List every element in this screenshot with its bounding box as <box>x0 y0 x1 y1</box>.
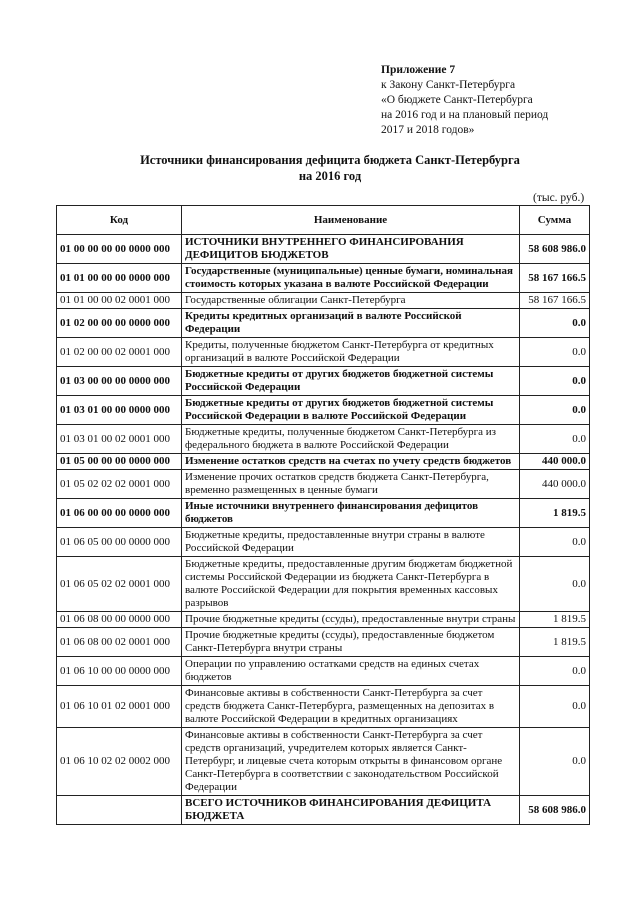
document-title <box>60 152 600 184</box>
cell-code: 01 06 08 00 00 0000 000 <box>57 612 182 628</box>
cell-code: 01 02 00 00 00 0000 000 <box>57 309 182 338</box>
appendix-number: Приложение 7 <box>381 64 456 76</box>
cell-code: 01 06 10 02 02 0002 000 <box>57 728 182 796</box>
cell-code: 01 06 10 01 02 0001 000 <box>57 686 182 728</box>
table-row <box>57 628 590 657</box>
table-row <box>57 454 590 470</box>
table-row <box>57 309 590 338</box>
table-row <box>57 470 590 499</box>
table-row <box>57 528 590 557</box>
appendix-line-3: «О бюджете Санкт-Петербурга <box>381 94 533 106</box>
cell-code: 01 06 00 00 00 0000 000 <box>57 499 182 528</box>
cell-code: 01 05 02 02 02 0001 000 <box>57 470 182 499</box>
cell-code: 01 01 00 00 00 0000 000 <box>57 264 182 293</box>
table-body <box>57 235 590 825</box>
cell-name: Бюджетные кредиты, предоставленные другим бюджетам бюджетной системы Российской Федерации из бюджета Санкт-Петербурга в валюте Российской Федерации для покрытия временных кассовых разрывов <box>182 557 520 612</box>
cell-name: Операции по управлению остатками средств на единых счетах бюджетов <box>182 657 520 686</box>
cell-sum: 58 608 986.0 <box>520 796 590 825</box>
cell-code: 01 02 00 00 02 0001 000 <box>57 338 182 367</box>
table-row <box>57 796 590 825</box>
cell-sum: 0.0 <box>520 338 590 367</box>
cell-code: 01 06 08 00 02 0001 000 <box>57 628 182 657</box>
cell-sum: 1 819.5 <box>520 612 590 628</box>
header-sum: Сумма <box>520 206 590 235</box>
table-row <box>57 686 590 728</box>
cell-name: ИСТОЧНИКИ ВНУТРЕННЕГО ФИНАНСИРОВАНИЯ ДЕФИЦИТОВ БЮДЖЕТОВ <box>182 235 520 264</box>
cell-sum: 58 167 166.5 <box>520 264 590 293</box>
cell-sum: 1 819.5 <box>520 499 590 528</box>
cell-name: Финансовые активы в собственности Санкт-Петербурга за счет средств бюджета Санкт-Петербурга, размещенных на депозитах в валюте Российской Федерации в кредитных организациях <box>182 686 520 728</box>
table-row <box>57 612 590 628</box>
cell-code: 01 06 05 00 00 0000 000 <box>57 528 182 557</box>
cell-name: ВСЕГО ИСТОЧНИКОВ ФИНАНСИРОВАНИЯ ДЕФИЦИТА БЮДЖЕТА <box>182 796 520 825</box>
cell-name: Государственные (муниципальные) ценные бумаги, номинальная стоимость которых указана в валюте Российской Федерации <box>182 264 520 293</box>
cell-sum: 0.0 <box>520 367 590 396</box>
cell-sum: 440 000.0 <box>520 454 590 470</box>
cell-code: 01 06 05 02 02 0001 000 <box>57 557 182 612</box>
cell-code: 01 03 01 00 00 0000 000 <box>57 396 182 425</box>
cell-name: Финансовые активы в собственности Санкт-Петербурга за счет средств организаций, учредителем которых является Санкт-Петербург, и лицевые счета которым открыты в финансовом органе Санкт-Петербурга в соответствии с законодательством Российской Федерации <box>182 728 520 796</box>
cell-sum: 0.0 <box>520 309 590 338</box>
table-row <box>57 557 590 612</box>
cell-name: Иные источники внутреннего финансирования дефицитов бюджетов <box>182 499 520 528</box>
cell-name: Бюджетные кредиты, предоставленные внутри страны в валюте Российской Федерации <box>182 528 520 557</box>
cell-code: 01 01 00 00 02 0001 000 <box>57 293 182 309</box>
table-row <box>57 235 590 264</box>
table-row <box>57 425 590 454</box>
cell-sum: 0.0 <box>520 396 590 425</box>
table-row <box>57 396 590 425</box>
cell-name: Государственные облигации Санкт-Петербурга <box>182 293 520 309</box>
cell-name: Кредиты, полученные бюджетом Санкт-Петербурга от кредитных организаций в валюте Российской Федерации <box>182 338 520 367</box>
header-code: Код <box>57 206 182 235</box>
cell-sum: 0.0 <box>520 557 590 612</box>
title-line-1: Источники финансирования дефицита бюджета Санкт-Петербурга <box>140 153 520 167</box>
table-row <box>57 264 590 293</box>
cell-code: 01 00 00 00 00 0000 000 <box>57 235 182 264</box>
cell-sum: 0.0 <box>520 425 590 454</box>
cell-name: Прочие бюджетные кредиты (ссуды), предоставленные внутри страны <box>182 612 520 628</box>
cell-sum: 0.0 <box>520 528 590 557</box>
cell-code: 01 03 00 00 00 0000 000 <box>57 367 182 396</box>
table-row <box>57 293 590 309</box>
cell-sum: 0.0 <box>520 728 590 796</box>
cell-sum: 58 608 986.0 <box>520 235 590 264</box>
cell-code: 01 03 01 00 02 0001 000 <box>57 425 182 454</box>
appendix-line-5: 2017 и 2018 годов» <box>381 124 475 136</box>
cell-code: 01 06 10 00 00 0000 000 <box>57 657 182 686</box>
title-line-2: на 2016 год <box>298 169 362 183</box>
table-row <box>57 657 590 686</box>
cell-name: Кредиты кредитных организаций в валюте Российской Федерации <box>182 309 520 338</box>
cell-sum: 440 000.0 <box>520 470 590 499</box>
table-row <box>57 728 590 796</box>
cell-code <box>57 796 182 825</box>
header-name: Наименование <box>182 206 520 235</box>
cell-code: 01 05 00 00 00 0000 000 <box>57 454 182 470</box>
cell-sum: 0.0 <box>520 657 590 686</box>
cell-name: Бюджетные кредиты от других бюджетов бюджетной системы Российской Федерации в валюте Российской Федерации <box>182 396 520 425</box>
table-header-row <box>57 206 590 235</box>
table-row <box>57 338 590 367</box>
cell-sum: 0.0 <box>520 686 590 728</box>
cell-name: Бюджетные кредиты, полученные бюджетом Санкт-Петербурга из федерального бюджета в валюте Российской Федерации <box>182 425 520 454</box>
financing-table <box>56 205 590 825</box>
cell-sum: 58 167 166.5 <box>520 293 590 309</box>
unit-label: (тыс. руб.) <box>533 192 585 204</box>
appendix-line-4: на 2016 год и на плановый период <box>381 109 549 121</box>
cell-name: Изменение прочих остатков средств бюджета Санкт-Петербурга, временно размещенных в ценные бумаги <box>182 470 520 499</box>
table-row <box>57 499 590 528</box>
cell-name: Изменение остатков средств на счетах по учету средств бюджетов <box>182 454 520 470</box>
appendix-line-2: к Закону Санкт-Петербурга <box>381 79 516 91</box>
cell-name: Бюджетные кредиты от других бюджетов бюджетной системы Российской Федерации <box>182 367 520 396</box>
cell-sum: 1 819.5 <box>520 628 590 657</box>
table-row <box>57 367 590 396</box>
appendix-block <box>381 63 621 138</box>
cell-name: Прочие бюджетные кредиты (ссуды), предоставленные бюджетом Санкт-Петербурга внутри страны <box>182 628 520 657</box>
